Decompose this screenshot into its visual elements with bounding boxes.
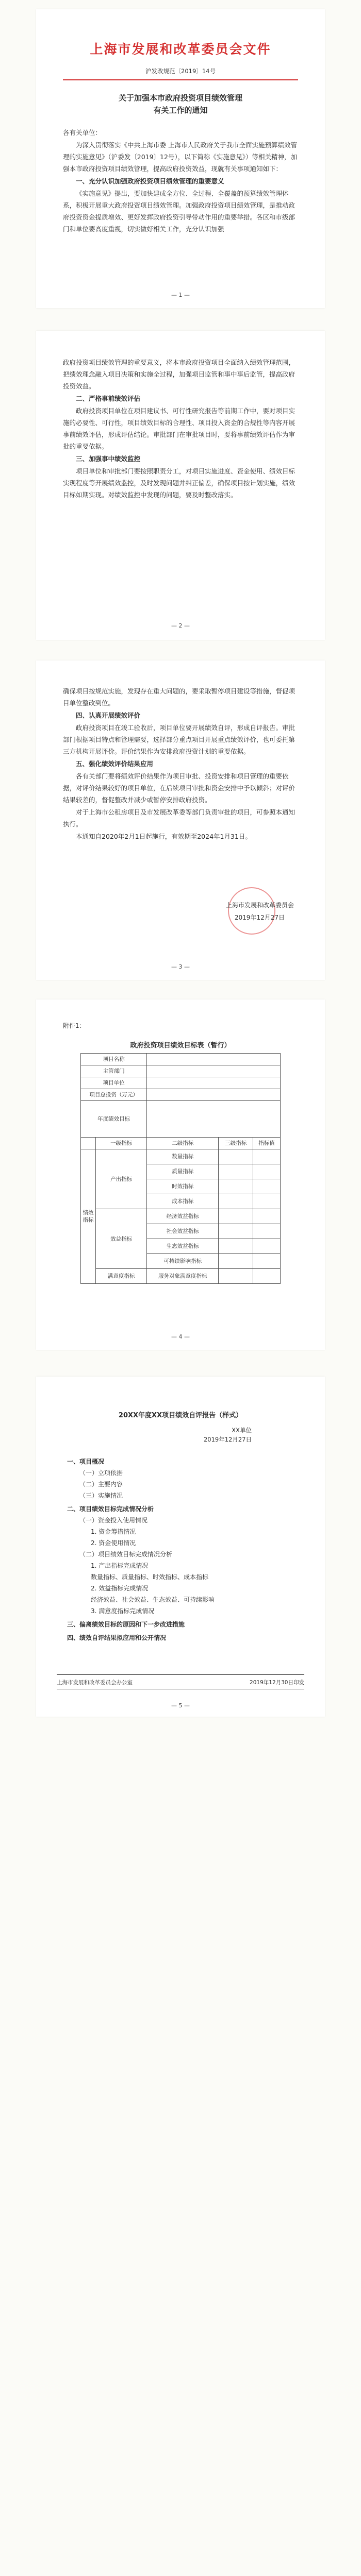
- table-cell-value: [147, 1089, 281, 1101]
- report-date: 2019年12月27日: [203, 1436, 252, 1443]
- paragraph: 政府投资项目在竣工验收后，项目单位要开展绩效自评，形成自评报告。审批部门根据项目特点和管理需要，选择部分重点项目开展重点绩效评价，也可委托第三方机构开展评价。评价结果作为安排政府投资计划的重要依据。: [63, 724, 296, 755]
- table-cell-value: [253, 1179, 281, 1194]
- paragraph: 《实施意见》提出，要加快建成全方位、全过程、全覆盖的预算绩效管理体系，积极开展重大政府投资项目绩效管理。加强政府投资项目绩效管理，是推动政府投资资金提质增效、更好发挥政府投资引导带动作用的重要举措。各区和市级部门和单位要高度重视，切实做好相关工作，充分认识加强: [63, 190, 296, 233]
- page-number: — 5 —: [171, 1702, 190, 1709]
- table-cell-level3: [219, 1164, 253, 1179]
- table-cell-level2: 可持续影响指标: [147, 1254, 219, 1269]
- table-header-row: [81, 1138, 281, 1149]
- outline-item: （二）主要内容: [79, 1481, 123, 1488]
- table-cell-level1: 产出指标: [96, 1149, 147, 1209]
- table-cell-value: [253, 1149, 281, 1164]
- document-number: 沪发改规范〔2019〕14号: [145, 67, 216, 75]
- outline-item: 3. 满意度指标完成情况: [91, 1607, 155, 1615]
- table-cell-label: 主管部门: [81, 1065, 147, 1077]
- section-heading: 四、认真开展绩效评价: [76, 711, 141, 719]
- table-cell-value: [147, 1065, 281, 1077]
- table-cell-corner: [81, 1138, 96, 1149]
- outline-item: 二、项目绩效目标完成情况分析: [67, 1505, 154, 1513]
- outline-item: （二）项目绩效目标完成情况分析: [79, 1551, 173, 1558]
- outline-item: （三）实施情况: [79, 1492, 123, 1499]
- table-row: [81, 1149, 281, 1164]
- report-org: XX单位: [232, 1427, 252, 1434]
- table-cell-value: [253, 1269, 281, 1284]
- paragraph: 政府投资项目绩效管理的重要意义，将本市政府投资项目全面纳入绩效管理范围，把绩效理念融入项目决策和实施全过程，加强项目监管和事中事后监管，提高政府投资效益。: [63, 359, 296, 390]
- table-title: 政府投资项目绩效目标表（暂行）: [130, 1042, 231, 1049]
- table-cell-level3: [219, 1179, 253, 1194]
- table-cell-value: [253, 1254, 281, 1269]
- table-row: [81, 1101, 281, 1138]
- report-title: 20XX年度XX项目绩效自评报告（样式）: [118, 1412, 243, 1419]
- outline-item: （一）立项依据: [79, 1469, 123, 1477]
- table-cell-level2: 社会效益指标: [147, 1224, 219, 1239]
- table-cell-value: [253, 1224, 281, 1239]
- header-divider: [63, 79, 298, 80]
- table-row: [81, 1054, 281, 1065]
- table-header-cell: 二级指标: [147, 1138, 219, 1149]
- table-cell-level3: [219, 1194, 253, 1209]
- table-cell-level1: 满意度指标: [96, 1269, 147, 1284]
- table-cell-label: 项目总投资（万元）: [81, 1089, 147, 1101]
- document-page-4: [36, 999, 325, 1350]
- outline-item: （一）资金投入使用情况: [79, 1517, 148, 1524]
- page-number: — 2 —: [171, 622, 190, 629]
- table-cell-level2: 生态效益指标: [147, 1239, 219, 1254]
- table-row: [81, 1209, 281, 1224]
- addressee: 各有关单位：: [63, 129, 102, 137]
- paragraph: 政府投资项目单位在项目建议书、可行性研究报告等前期工作中，要对项目实施的必要性、可行性，项目绩效目标的合理性、项目投入资金的合规性等内容开展事前绩效评估，形成评估结论。审批部门在审批项目时，要将事前绩效评估作为审批的重要依据。: [63, 407, 296, 450]
- footer-date: 2019年12月30日印发: [250, 1680, 304, 1686]
- page-number: — 1 —: [171, 292, 190, 298]
- section-heading: 三、加强事中绩效监控: [76, 455, 141, 463]
- performance-target-table: [80, 1053, 281, 1284]
- table-cell-level3: [219, 1209, 253, 1224]
- document-page-3: [36, 660, 325, 980]
- document-header-title: 上海市发展和改革委员会文件: [90, 42, 271, 57]
- table-cell-value: [253, 1239, 281, 1254]
- table-row: [81, 1065, 281, 1077]
- table-row: [81, 1077, 281, 1089]
- table-row: [81, 1089, 281, 1101]
- table-header-cell: 三级指标: [219, 1138, 253, 1149]
- section-heading: 二、严格事前绩效评估: [76, 395, 141, 402]
- table-header-cell: 指标值: [253, 1138, 281, 1149]
- paragraph: 对于上海市公租房项目及市发展改革委等部门负责审批的项目，可参照本通知执行。: [63, 808, 296, 828]
- table-cell-level2: 经济效益指标: [147, 1209, 219, 1224]
- table-cell-value: [147, 1077, 281, 1089]
- section-heading: 五、强化绩效评价结果应用: [76, 760, 154, 768]
- table-cell-level2: 数量指标: [147, 1149, 219, 1164]
- outline-item: 1. 产出指标完成情况: [91, 1562, 149, 1569]
- paragraph: 项目单位和审批部门要按照职责分工，对项目实施进度、资金使用、绩效目标实现程度等开展绩效监控，及时发现问题并纠正偏差，确保项目按计划实施，绩效目标如期实现。对绩效监控中发现的问题，要及时整改落实。: [63, 467, 296, 499]
- document-page-5: [36, 1377, 325, 1717]
- table-cell-level2: 质量指标: [147, 1164, 219, 1179]
- attachment-label: 附件1：: [63, 1022, 86, 1029]
- page-number: — 3 —: [171, 963, 190, 970]
- paragraph: 确保项目按规范实施，发现存在重大问题的，要采取暂停项目建设等措施，督促项目单位整改到位。: [63, 687, 296, 707]
- table-cell-level3: [219, 1269, 253, 1284]
- outline-item: 2. 资金使用情况: [91, 1539, 136, 1547]
- issuer-name: 上海市发展和改革委员会: [225, 902, 294, 909]
- table-row: [81, 1269, 281, 1284]
- table-cell-label: 项目单位: [81, 1077, 147, 1089]
- paragraph: 各有关部门要将绩效评价结果作为项目审批、投资安排和项目管理的重要依据，对评价结果较好的项目单位，在后续项目审批和资金安排中予以倾斜；对评价结果较差的，督促整改并减少或暂停安排政府投资。: [63, 772, 296, 804]
- table-cell-level2: 时效指标: [147, 1179, 219, 1194]
- table-cell-level1: 效益指标: [96, 1209, 147, 1269]
- outline-item: 2. 效益指标完成情况: [91, 1585, 149, 1592]
- table-cell-value: [253, 1164, 281, 1179]
- footer-issuer: 上海市发展和改革委员会办公室: [57, 1680, 133, 1686]
- table-cell-value: [147, 1101, 281, 1138]
- document-title-line-2: 有关工作的通知: [153, 106, 208, 115]
- report-outline: [67, 1454, 294, 1643]
- table-cell-level3: [219, 1239, 253, 1254]
- table-cell-group: 绩效指标: [81, 1149, 96, 1284]
- table-header-cell: 一级指标: [96, 1138, 147, 1149]
- table-cell-level3: [219, 1149, 253, 1164]
- table-cell-value: [147, 1054, 281, 1065]
- table-cell-value: [253, 1209, 281, 1224]
- outline-item: 经济效益、社会效益、生态效益、可持续影响: [91, 1596, 215, 1603]
- table-cell-level2: 成本指标: [147, 1194, 219, 1209]
- table-cell-label: 项目名称: [81, 1054, 147, 1065]
- official-seal: [228, 887, 275, 935]
- paragraph: 为深入贯彻落实《中共上海市委 上海市人民政府关于我市全面实施预算绩效管理的实施意见》（沪委发〔2019〕12号），以下简称《实施意见》）等相关精神，加强本市政府投资项目绩效管理，提高政府投资效益，现就有关事项通知如下：: [63, 141, 297, 173]
- issue-date: 2019年12月27日: [234, 914, 285, 921]
- paragraph: 本通知自2020年2月1日起施行，有效期至2024年1月31日。: [76, 833, 252, 840]
- table-cell-level3: [219, 1224, 253, 1239]
- table-cell-value: [253, 1194, 281, 1209]
- document-title-line-1: 关于加强本市政府投资项目绩效管理: [118, 93, 242, 103]
- page-number: — 4 —: [171, 1333, 190, 1340]
- outline-item: 1. 资金筹措情况: [91, 1528, 136, 1535]
- outline-item: 四、绩效自评结果拟应用和公开情况: [67, 1634, 167, 1641]
- document-footer: [57, 1679, 304, 1686]
- table-cell-label: 年度绩效目标: [81, 1101, 147, 1138]
- footer-divider-top: [57, 1674, 304, 1675]
- outline-item: 数量指标、质量指标、时效指标、成本指标: [91, 1573, 209, 1581]
- document-page-1: [36, 9, 325, 308]
- outline-item: 三、偏离绩效目标的原因和下一步改进措施: [67, 1621, 185, 1628]
- table-cell-level2: 服务对象满意度指标: [147, 1269, 219, 1284]
- table-cell-level3: [219, 1254, 253, 1269]
- document-page-2: [36, 331, 325, 640]
- outline-item: 一、项目概况: [67, 1458, 105, 1465]
- section-heading: 一、充分认识加强政府投资项目绩效管理的重要意义: [76, 177, 224, 185]
